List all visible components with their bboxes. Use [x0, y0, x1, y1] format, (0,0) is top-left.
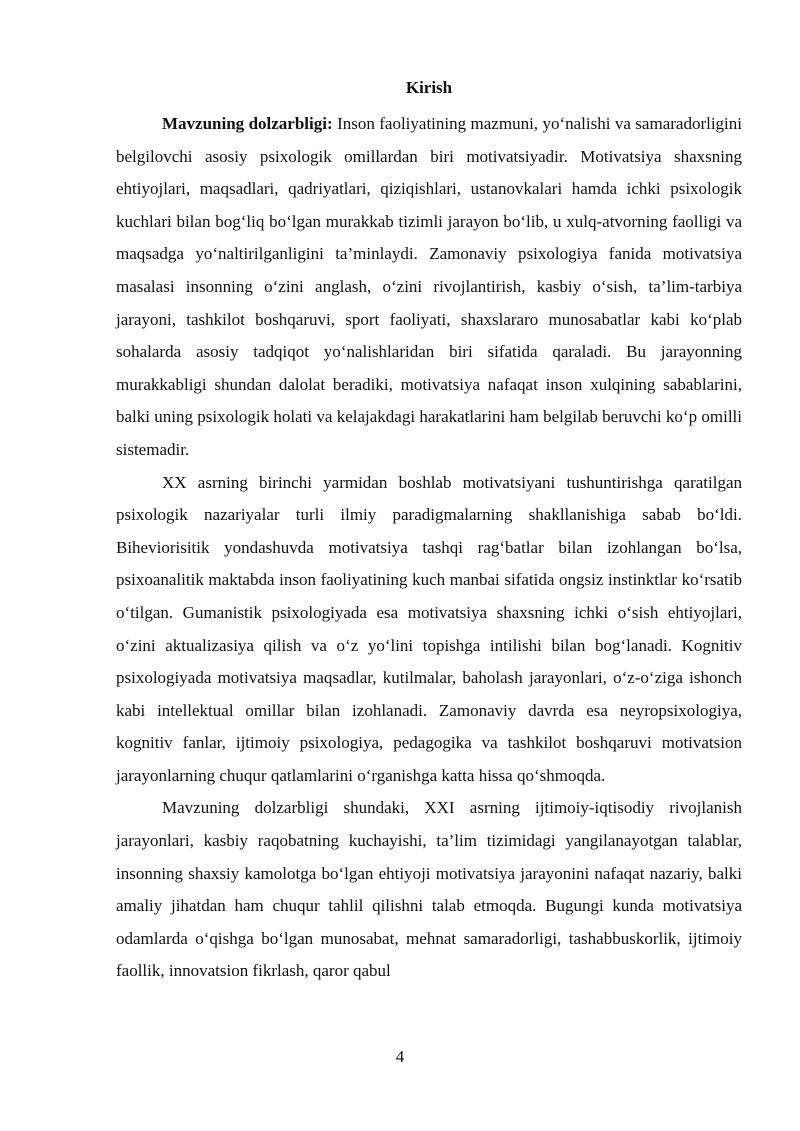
paragraph-1 [116, 108, 742, 467]
paragraph-text: Inson faoliyatining mazmuni, yo‘nalishi va samaradorligini belgilovchi asosiy psixologik omillardan biri motivatsiyadir. Motivatsiya shaxsning ehtiyojlari, maqsadlari, qadriyatlari, qiziqishlari, ustanovkalari hamda ichki psixologik kuchlari bilan bog‘liq bo‘lgan murakkab tizimli jarayon bo‘lib, u xulq-atvorning faolligi va maqsadga yo‘naltirilganligini ta’minlaydi. Zamonaviy psixologiya fanida motivatsiya masalasi insonning o‘zini anglash, o‘zini rivojlantirish, kasbiy o‘sish, ta’lim-tarbiya jarayoni, tashkilot boshqaruvi, sport faoliyati, shaxslararo munosabatlar kabi ko‘plab sohalarda asosiy tadqiqot yo‘nalishlaridan biri sifatida qaraladi. Bu jarayonning murakkabligi shundan dalolat beradiki, motivatsiya nafaqat inson xulqining sabablarini, balki uning psixologik holati va kelajakdagi harakatlarini ham belgilab beruvchi ko‘p omilli sistemadir. [116, 114, 743, 459]
paragraph-3 [116, 792, 742, 988]
paragraph-text: XX asrning birinchi yarmidan boshlab motivatsiyani tushuntirishga qaratilgan psixologik nazariyalar turli ilmiy paradigmalarning shakllanishiga sabab bo‘ldi. Biheviorisitik yondashuvda motivatsiya tashqi rag‘batlar bilan izohlangan bo‘lsa, psixoanalitik maktabda inson faoliyatining kuch manbai sifatida ongsiz instinktlar ko‘rsatib o‘tilgan. Gumanistik psixologiyada esa motivatsiya shaxsning ichki o‘sish ehtiyojlari, o‘zini aktualizasiya qilish va o‘z yo‘lini topishga intilishi bilan bog‘lanadi. Kognitiv psixologiyada motivatsiya maqsadlar, kutilmalar, baholash jarayonlari, o‘z-o‘ziga ishonch kabi intellektual omillar bilan izohlanadi. Zamonaviy davrda esa neyropsixologiya, kognitiv fanlar, ijtimoiy psixologiya, pedagogika va tashkilot boshqaruvi motivatsion jarayonlarning chuqur qatlamlarini o‘rganishga katta hissa qo‘shmoqda. [116, 472, 742, 785]
paragraph-2 [116, 467, 742, 793]
paragraph-lead: Mavzuning dolzarbligi: [162, 114, 333, 133]
paragraph-text: Mavzuning dolzarbligi shundaki, XXI asrning ijtimoiy-iqtisodiy rivojlanish jarayonlari, kasbiy raqobatning kuchayishi, ta’lim tizimidagi yangilanayotgan talablar, insonning shaxsiy kamolotga bo‘lgan ehtiyoji motivatsiya jarayonini nafaqat nazariy, balki amaliy jihatdan ham chuqur tahlil qilishni talab etmoqda. Bugungi kunda motivatsiya odamlarda o‘qishga bo‘lgan munosabat, mehnat samaradorligi, tashabbuskorlik, ijtimoiy faollik, innovatsion fikrlash, qaror qabul [116, 798, 742, 981]
document-page [116, 74, 742, 988]
section-heading: Kirish [405, 78, 453, 97]
page-number: 4 [395, 1047, 405, 1066]
